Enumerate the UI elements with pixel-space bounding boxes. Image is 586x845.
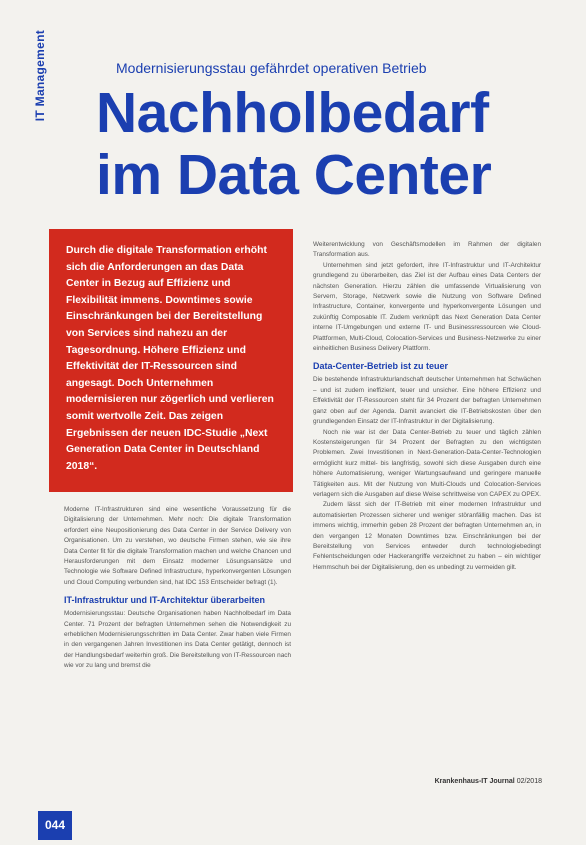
right-paragraph-1: Weiterentwicklung von Geschäftsmodellen im Rahmen der digitalen Transformation aus. <box>313 241 541 259</box>
subheading-operations: Data-Center-Betrieb ist zu teuer <box>313 361 449 372</box>
right-paragraph-3: Die bestehende Infrastrukturlandschaft deutscher Unternehmen hat Schwächen – und ist zudem ineffizient, teuer und unsicher. Eine höhere Effizienz und Effektivität der IT-Ressourcen steht für 34 Prozent der befragten Unternehmen ganz oben auf der Agenda. Damit avanciert die IT-Betriebskosten über den grundlegenden Einsatz der IT-Infrastruktur in der Digitalisierung. <box>313 376 541 426</box>
headline-line-1: Nachholbedarf <box>96 81 489 145</box>
subheading-infrastructure: IT-Infrastruktur und IT-Architektur überarbeiten <box>64 595 266 606</box>
left-intro-paragraph: Moderne IT-Infrastrukturen sind eine wesentliche Voraussetzung für die Digitalisierung der Unternehmen. Mehr noch: Die digitale Transformation erfordert eine Neupositionierung des Data Center in der Service Delivery von Organisationen. Um zu verstehen, wo deutsche Firmen stehen, wie sie ihre Data Center fit für die digitale Transformation machen und welche Chancen und Herausforderungen mit dem Einsatz moderner Lösungsansätze und Technologie wie Software Defined Infrastructure, hyperkonvergenten Lösungen und Cloud Computing verbunden sind, hat IDC 153 Entscheider befragt (1). <box>64 506 291 586</box>
right-paragraph-2: Unternehmen sind jetzt gefordert, ihre IT-Infrastruktur und IT-Architektur grundlegend zu überarbeiten, das Ziel ist der Aufbau eines Data Centers der nächsten Generation. Hierzu zählen die umfassende Virtualisierung von Servern, Storage, Netzwerk sowie die Nutzung von Software Defined Infrastructure, Container, konvergente und hyperkonvergente Lösungen und zukünftig Composable IT. Zudem verknüpft das Next Generation Data Center interne IT-Umgebungen und externe IT- und Businessressourcen wie Cloud-Plattformen, Multi-Cloud, Colocation-Services und Business-Netzwerke zu einer einheitlichen Business Delivery Plattform. <box>313 261 541 353</box>
footer-journal <box>398 778 542 785</box>
left-body-paragraph: Modernisierungsstau: Deutsche Organisationen haben Nachholbedarf im Data Center. 71 Prozent der befragten Unternehmen sehen die Notwendigkeit zu erheblichen Modernisierungsschritten im Data Center. Zwar haben viele Firmen in den vergangenen Jahren Investitionen ins Data Center getätigt, dennoch ist der Handlungsbedarf weiterhin groß. Die Bereitstellung von IT-Ressourcen nach wie vor zu lang und bremst die <box>64 610 291 670</box>
kicker: Modernisierungsstau gefährdet operativen Betrieb <box>116 60 427 76</box>
right-paragraph-4: Noch nie war ist der Data Center-Betrieb zu teuer und täglich zählen Kostensteigerungen für 34 Prozent der Befragten zu den wichtigsten Problemen. Zwei Investitionen in Next-Generation-Data-Center-Technologien ermöglicht kurz mittel- bis langfristig, sowohl sich diese Ausgaben durch eine höhere Automatisierung, weniger Wartungsaufwand und geringere manuelle Tätigkeiten aus. Mit der Nutzung von Multi-Clouds und Colocation-Services verlagern sich die Ausgaben auf diese Weise schrittweise von CAPEX zu OPEX. <box>313 428 541 498</box>
section-label: IT Management <box>33 30 47 122</box>
headline <box>96 82 566 206</box>
right-paragraph-5: Zudem lässt sich der IT-Betrieb mit einer modernen Infrastruktur und automatisierten Prozessen sicherer und weniger störanfällig machen. Das ist immens wichtig, immerhin geben 28 Prozent der befragten Unternehmen an, in den vergangen 12 Monaten Downtimes bzw. Einschränkungen bei der Bereitstellung von Services entweder durch technologiebedingt Fehlentscheidungen oder Hackerangriffe verzeichnet zu haben – ein wichtiger Hemmschuh bei der Digitalisierung, den es unbedingt zu vermeiden gilt. <box>313 501 541 571</box>
headline-line-2: im Data Center <box>96 143 492 207</box>
journal-issue: 02/2018 <box>516 778 542 785</box>
lead-text: Durch die digitale Transformation erhöht sich die Anforderungen an das Data Center in Bezug auf Effizienz und Flexibilität immens. Downtimes sowie Einschränkungen bei der Bereitstellung von Services sind nahezu an der Tagesordnung. Höhere Effizienz und Effektivität der IT-Ressourcen sind angesagt. Doch Unternehmen modernisieren nur zögerlich und verlieren somit wertvolle Zeit. Das zeigen Ergebnissen der neuen IDC-Studie „Next Generation Data Center in Deutschland 2018“. <box>66 245 274 472</box>
left-column <box>64 505 291 672</box>
lead-box <box>49 229 293 492</box>
page-number: 044 <box>38 811 72 840</box>
right-column <box>313 240 541 573</box>
journal-name: Krankenhaus-IT Journal <box>434 778 515 785</box>
